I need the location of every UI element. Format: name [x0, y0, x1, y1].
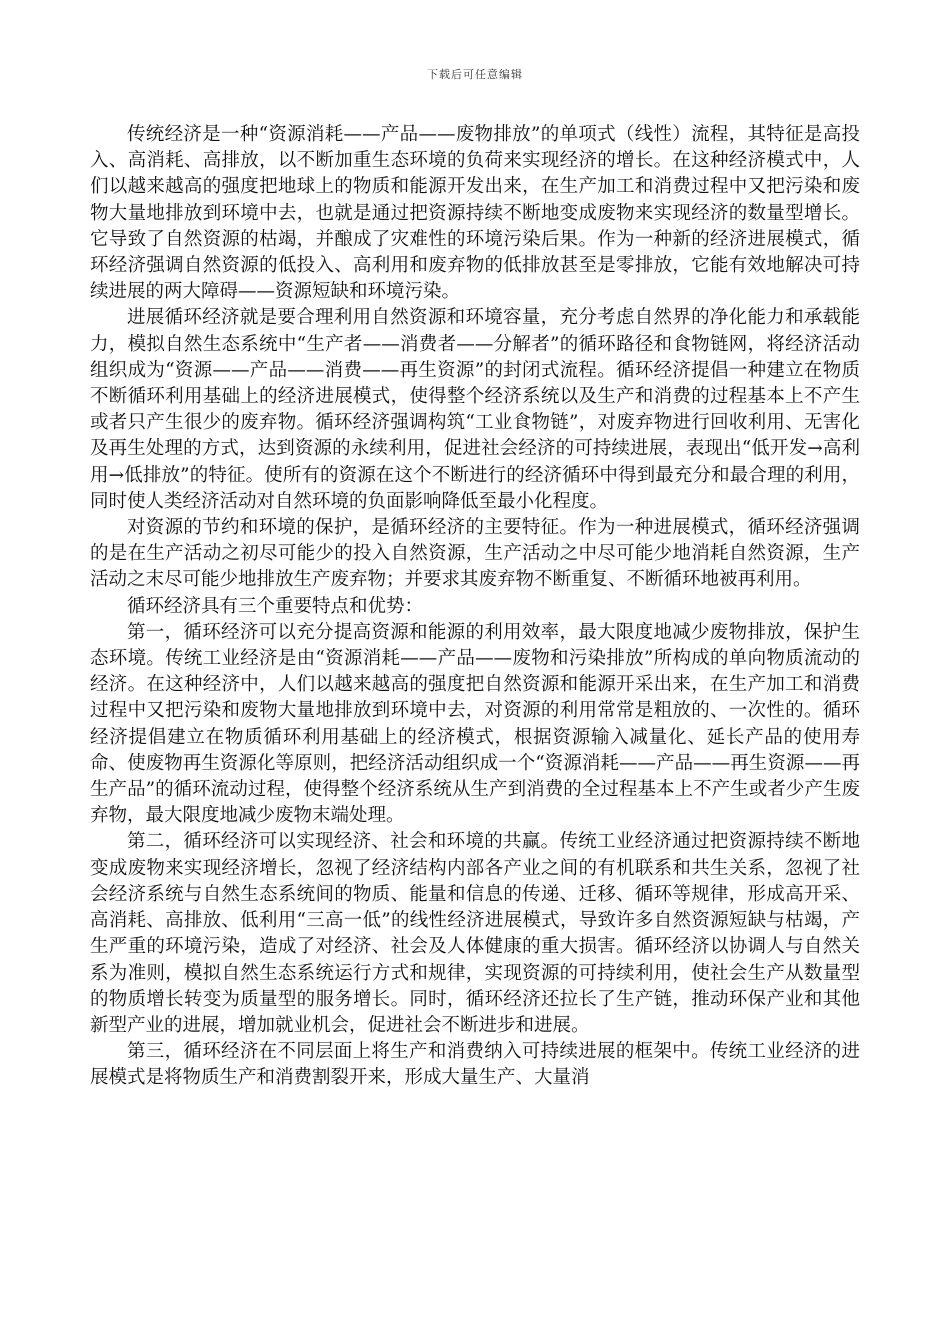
paragraph: 循环经济具有三个重要特点和优势：	[127, 595, 424, 617]
page-header: 下载后可任意编辑	[427, 68, 523, 81]
document-body	[90, 122, 860, 1092]
paragraph: 第三，循环经济在不同层面上将生产和消费纳入可持续进展的框架中。传统工业经济的进展模式是将物质生产和消费割裂开来，形成大量生产、大量消	[90, 1041, 860, 1089]
paragraph: 第二，循环经济可以实现经济、社会和环境的共赢。传统工业经济通过把资源持续不断地变成废物来实现经济增长，忽视了经济结构内部各产业之间的有机联系和共生关系，忽视了社会经济系统与自然生态系统间的物质、能量和信息的传递、迁移、循环等规律，形成高开采、高消耗、高排放、低利用“三高一低”的线性经济进展模式，导致许多自然资源短缺与枯竭，产生严重的环境污染，造成了对经济、社会及人体健康的重大损害。循环经济以协调人与自然关系为准则，模拟自然生态系统运行方式和规律，实现资源的可持续利用，使社会生产从数量型的物质增长转变为质量型的服务增长。同时，循环经济还拉长了生产链，推动环保产业和其他新型产业的进展，增加就业机会，促进社会不断进步和进展。	[90, 831, 860, 1036]
paragraph: 传统经济是一种“资源消耗——产品——废物排放”的单项式（线性）流程，其特征是高投入、高消耗、高排放，以不断加重生态环境的负荷来实现经济的增长。在这种经济模式中，人们以越来越高的强度把地球上的物质和能源开发出来，在生产加工和消费过程中又把污染和废物大量地排放到环境中去，也就是通过把资源持续不断地变成废物来实现经济的数量型增长。它导致了自然资源的枯竭，并酿成了灾难性的环境污染后果。作为一种新的经济进展模式，循环经济强调自然资源的低投入、高利用和废弃物的低排放甚至是零排放，它能有效地解决可持续进展的两大障碍——资源短缺和环境污染。	[90, 124, 860, 303]
paragraph: 对资源的节约和环境的保护，是循环经济的主要特征。作为一种进展模式，循环经济强调的是在生产活动之初尽可能少的投入自然资源，生产活动之中尽可能少地消耗自然资源，生产活动之末尽可能少地排放生产废弃物；并要求其废弃物不断重复、不断循环地被再利用。	[90, 517, 860, 591]
paragraph: 第一，循环经济可以充分提高资源和能源的利用效率，最大限度地减少废物排放，保护生态环境。传统工业经济是由“资源消耗——产品——废物和污染排放”所构成的单向物质流动的经济。在这种经济中，人们以越来越高的强度把自然资源和能源开采出来，在生产加工和消费过程中又把污染和废物大量地排放到环境中去，对资源的利用常常是粗放的、一次性的。循环经济提倡建立在物质循环利用基础上的经济模式，根据资源输入减量化、延长产品的使用寿命、使废物再生资源化等原则，把经济活动组织成一个“资源消耗——产品——再生资源——再生产品”的循环流动过程，使得整个经济系统从生产到消费的全过程基本上不产生或者少产生废弃物，最大限度地减少废物末端处理。	[90, 621, 860, 827]
paragraph: 进展循环经济就是要合理利用自然资源和环境容量，充分考虑自然界的净化能力和承载能力，模拟自然生态系统中“生产者——消费者——分解者”的循环路径和食物链网，将经济活动组织成为“资源——产品——消费——再生资源”的封闭式流程。循环经济提倡一种建立在物质不断循环利用基础上的经济进展模式，使得整个经济系统以及生产和消费的过程基本上不产生或者只产生很少的废弃物。循环经济强调构筑“工业食物链”，对废弃物进行回收利用、无害化及再生处理的方式，达到资源的永续利用，促进社会经济的可持续进展，表现出“低开发→高利用→低排放”的特征。使所有的资源在这个不断进行的经济循环中得到最充分和最合理的利用，同时使人类经济活动对自然环境的负面影响降低至最小化程度。	[90, 307, 860, 512]
